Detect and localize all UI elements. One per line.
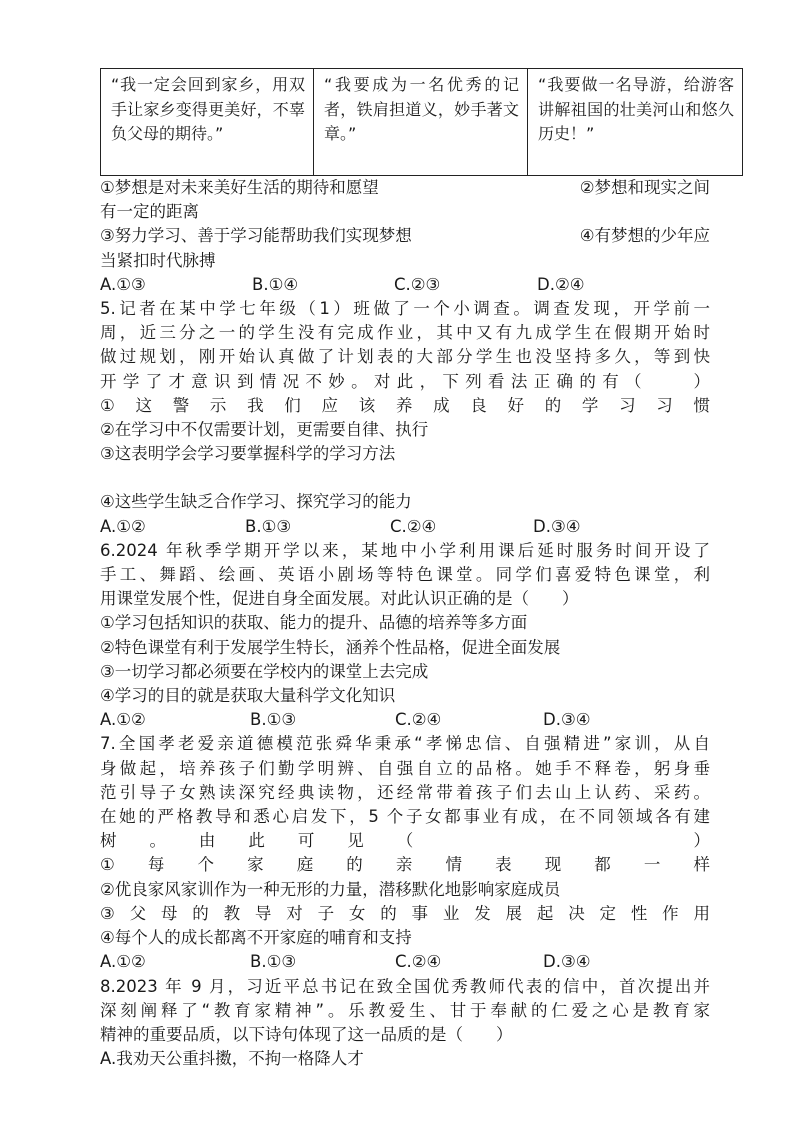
q8-line: 深刻阐释了“教育家精神”。乐教爱生、甘于奉献的仁爱之心是教育家 — [100, 1000, 710, 1020]
q6-statement: ②特色课堂有利于发展学生特长，涵养个性品格，促进全面发展 — [100, 637, 561, 657]
option-d[interactable]: D.③④ — [543, 710, 591, 730]
option-d[interactable]: D.③④ — [543, 952, 591, 972]
q7-line: 身做起，培养孩子们勤学明辨、自强自立的品格。她手不释卷，躬身垂 — [100, 758, 710, 778]
q7-statement: ④每个人的成长都离不开家庭的哺育和支持 — [100, 928, 412, 948]
option-b[interactable]: B.①④ — [252, 274, 299, 294]
statement-4-end: 当紧扣时代脉搏 — [100, 250, 216, 270]
q8-option-a[interactable]: A.我劝天公重抖擞，不拘一格降人才 — [100, 1049, 364, 1069]
q4-options — [100, 273, 710, 297]
q7-statement: ①每个家庭的亲情表现都一样 — [100, 855, 710, 875]
q5-line: 周，近三分之一的学生没有完成作业，其中又有九成学生在假期开始时 — [100, 323, 710, 343]
option-b[interactable]: B.①③ — [250, 710, 297, 730]
q5-statement: ①这警示我们应该养成良好的学习习惯 — [100, 395, 710, 415]
q6-options — [100, 708, 710, 732]
statement-4-start: ④有梦想的少年应 — [579, 226, 710, 246]
q6-line: 6.2024 年秋季学期开学以来，某地中小学利用课后延时服务时间开设了 — [100, 540, 710, 560]
option-d[interactable]: D.③④ — [533, 516, 581, 536]
q5-options — [100, 515, 710, 539]
quote-cell-2: “我要成为一名优秀的记者，铁肩担道义，妙手著文章。” — [314, 69, 528, 176]
option-a[interactable]: A.①② — [100, 952, 146, 972]
option-a[interactable]: A.①② — [100, 516, 146, 536]
option-a[interactable]: A.①③ — [100, 274, 146, 294]
statement-1: ①梦想是对未来美好生活的期待和愿望 — [100, 178, 379, 197]
q5-line: 5.记者在某中学七年级（1）班做了一个小调查。调查发现，开学前一 — [100, 299, 710, 319]
statement-2-start: ②梦想和现实之间 — [579, 178, 710, 197]
q7-line: 在她的严格教导和悉心启发下，5 个子女都事业有成，在不同领域各有建 — [100, 807, 710, 827]
q6-line: 用课堂发展个性，促进自身全面发展。对此认识正确的是（ ） — [100, 589, 579, 609]
quote-row — [101, 69, 743, 176]
q6-statement: ①学习包括知识的获取、能力的提升、品德的培养等多方面 — [100, 613, 528, 633]
statement-row — [100, 224, 710, 248]
option-b[interactable]: B.①③ — [245, 516, 292, 536]
option-a[interactable]: A.①② — [100, 710, 146, 730]
q6-statement: ④学习的目的就是获取大量科学文化知识 — [100, 686, 396, 706]
quote-cell-1: “我一定会回到家乡，用双手让家乡变得更美好，不辜负父母的期待。” — [101, 69, 314, 176]
option-d[interactable]: D.②④ — [537, 274, 585, 294]
q6-line: 手工、舞蹈、绘画、英语小剧场等特色课堂。同学们喜爱特色课堂，利 — [100, 565, 710, 585]
option-c[interactable]: C.②④ — [390, 516, 437, 536]
q5-statement: ②在学习中不仅需要计划，更需要自律、执行 — [100, 420, 429, 440]
q5-line: 开学了才意识到情况不妙。对此，下列看法正确的有（ ） — [100, 371, 710, 391]
q5-statement: ④这些学生缺乏合作学习、探究学习的能力 — [100, 492, 412, 512]
q7-line: 7.全国孝老爱亲道德模范张舜华秉承“孝悌忠信、自强精进”家训，从自 — [100, 734, 710, 754]
option-c[interactable]: C.②③ — [394, 274, 441, 294]
q5-line: 做过规划，刚开始认真做了计划表的大部分学生也没坚持多久，等到快 — [100, 347, 710, 367]
q8-line: 精神的重要品质，以下诗句体现了这一品质的是（ ） — [100, 1024, 513, 1044]
q7-line: 树。由此可见（ ） — [100, 831, 710, 851]
exam-page — [100, 68, 734, 1071]
option-c[interactable]: C.②④ — [395, 710, 442, 730]
quote-cell-3: “我要做一名导游，给游客讲解祖国的壮美河山和悠久历史！” — [528, 69, 743, 176]
statement-2-end: 有一定的距离 — [100, 202, 199, 222]
statement-3: ③努力学习、善于学习能帮助我们实现梦想 — [100, 226, 412, 246]
option-b[interactable]: B.①③ — [250, 952, 297, 972]
q7-line: 范引导子女熟读深究经典读物，还经常带着孩子们去山上认药、采药。 — [100, 782, 710, 802]
q7-statement: ②优良家风家训作为一种无形的力量，潜移默化地影响家庭成员 — [100, 879, 561, 899]
q6-statement: ③一切学习都必须要在学校内的课堂上去完成 — [100, 661, 429, 681]
q7-options — [100, 950, 710, 974]
q7-statement: ③父母的教导对子女的事业发展起决定性作用 — [100, 903, 710, 923]
option-c[interactable]: C.②④ — [395, 952, 442, 972]
q5-statement: ③这表明学会学习要掌握科学的学习方法 — [100, 444, 396, 464]
quote-table — [100, 68, 743, 176]
statement-row — [100, 176, 710, 200]
spacer — [100, 466, 710, 490]
q8-line: 8.2023 年 9 月，习近平总书记在致全国优秀教师代表的信中，首次提出并 — [100, 976, 710, 996]
